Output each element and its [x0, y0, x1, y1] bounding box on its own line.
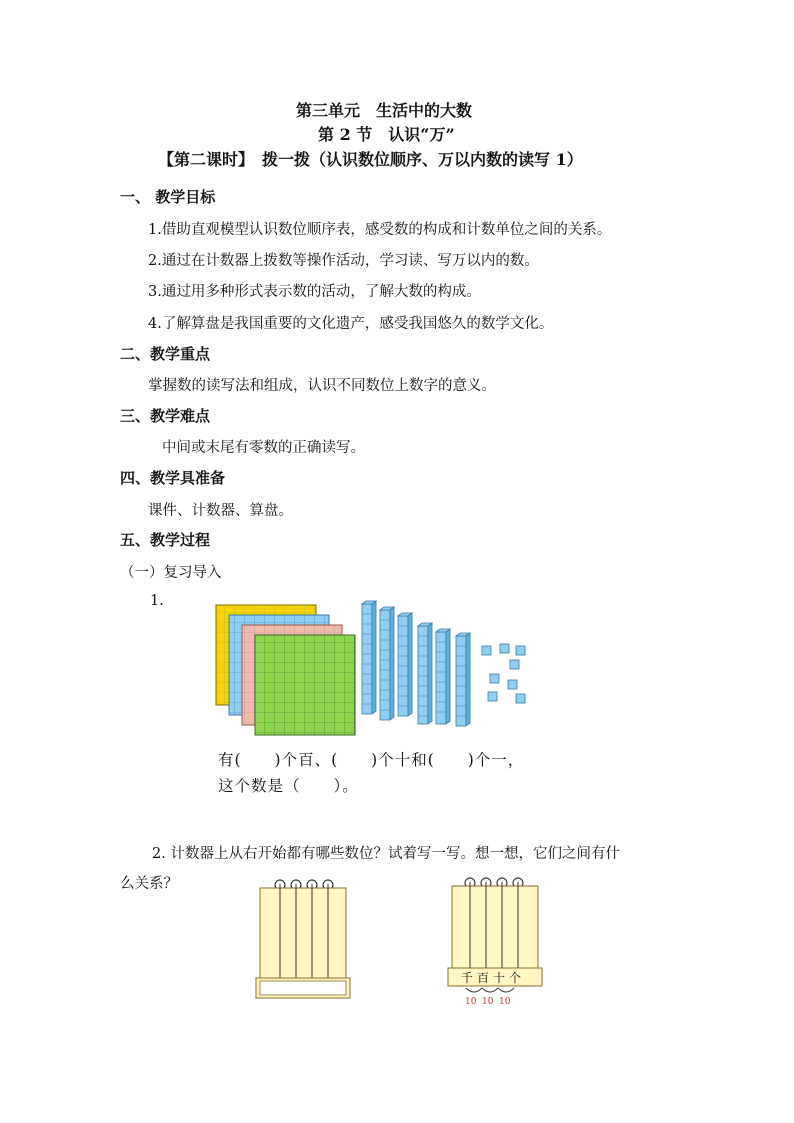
q2-text-line1: 2. 计数器上从右开始都有哪些数位？试着写一写。想一想，它们之间有什: [152, 846, 620, 862]
difficult-heading: 三、教学难点: [120, 407, 211, 425]
ten-rod: [418, 623, 432, 724]
counter-blank: [254, 878, 354, 998]
process-subheading: （一）复习导入: [120, 565, 222, 581]
place-label-tens: 十: [493, 971, 506, 985]
key-text: 掌握数的读写法和组成，认识不同数位上数字的意义。: [148, 378, 496, 394]
prep-heading: 四、教学具准备: [120, 469, 226, 487]
q1-number: 1.: [150, 593, 164, 609]
goal-item: 4.了解算盘是我国重要的文化遗产，感受我国悠久的数学文化。: [148, 316, 554, 332]
goals-heading: 一、 教学目标: [120, 188, 216, 206]
relation-label: 10: [482, 997, 494, 1007]
ten-rod: [362, 601, 376, 714]
one-cube: [516, 694, 525, 703]
one-cube: [516, 646, 525, 655]
difficult-text: 中间或末尾有零数的正确读写。: [162, 440, 365, 456]
q1-blank-line2: 这个数是（ ）。: [218, 777, 359, 795]
relation-label: 10: [465, 997, 477, 1007]
counter-labeled: [446, 872, 546, 1012]
prep-text: 课件、计数器、算盘。: [148, 503, 293, 519]
relation-label: 10: [499, 997, 511, 1007]
one-cube: [488, 692, 497, 701]
goal-item: 1.借助直观模型认识数位顺序表，感受数的构成和计数单位之间的关系。: [148, 222, 612, 238]
place-label-thousands: 千: [461, 971, 474, 985]
q2-text-line2: 么关系？: [120, 876, 178, 892]
goal-item: 2.通过在计数器上拨数等操作活动，学习读、写万以内的数。: [148, 253, 539, 269]
q1-blank-line1: 有( )个百、( )个十和( )个一，: [218, 751, 525, 769]
one-cube: [510, 660, 519, 669]
ten-rod: [398, 613, 412, 716]
one-cube: [490, 674, 499, 683]
section-title: 第 2 节 认识“万”: [318, 125, 455, 144]
place-label-ones: 个: [509, 971, 522, 985]
lesson-title: 【第二课时】 拨一拨（认识数位顺序、万以内数的读写 1）: [158, 150, 583, 169]
one-cube: [500, 644, 509, 653]
one-cube: [482, 646, 491, 655]
one-cube: [508, 680, 517, 689]
process-heading: 五、教学过程: [120, 531, 211, 549]
base-ten-blocks-figure: [214, 602, 544, 732]
goal-item: 3.通过用多种形式表示数的活动，了解大数的构成。: [148, 284, 481, 300]
unit-title: 第三单元 生活中的大数: [296, 101, 473, 120]
ten-rod: [380, 607, 394, 720]
key-heading: 二、教学重点: [120, 345, 211, 363]
ten-rod: [436, 629, 450, 724]
ten-rod: [456, 633, 470, 726]
place-label-hundreds: 百: [477, 971, 490, 985]
